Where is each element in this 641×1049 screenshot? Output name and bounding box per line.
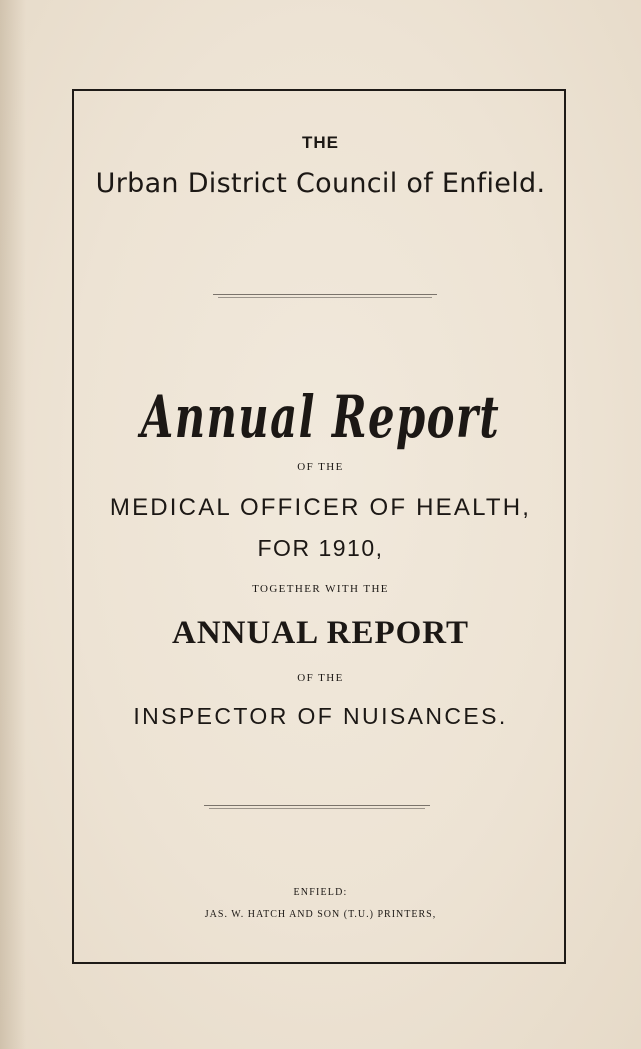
- gothic-title: Annual Report: [140, 383, 501, 451]
- bottom-divider-rule: [204, 805, 430, 806]
- officer-line: MEDICAL OFFICER OF HEALTH,: [109, 494, 532, 521]
- annual-report-heading: ANNUAL REPORT: [172, 615, 469, 651]
- council-name: Urban District Council of Enfield.: [95, 168, 546, 199]
- top-divider-rule-secondary: [218, 297, 432, 298]
- together-line: TOGETHER WITH THE: [252, 583, 389, 595]
- year-line: FOR 1910,: [257, 535, 384, 561]
- top-divider-rule: [213, 294, 437, 295]
- header-the: THE: [302, 133, 339, 152]
- of-the-connector-2: OF THE: [297, 672, 344, 684]
- imprint-place: ENFIELD:: [293, 887, 348, 898]
- imprint-printer: JAS. W. HATCH AND SON (T.U.) PRINTERS,: [204, 909, 437, 920]
- page-border-frame: [72, 89, 566, 964]
- bottom-divider-rule-secondary: [209, 808, 425, 809]
- of-the-connector-1: OF THE: [297, 461, 344, 473]
- inspector-line: INSPECTOR OF NUISANCES.: [133, 703, 508, 729]
